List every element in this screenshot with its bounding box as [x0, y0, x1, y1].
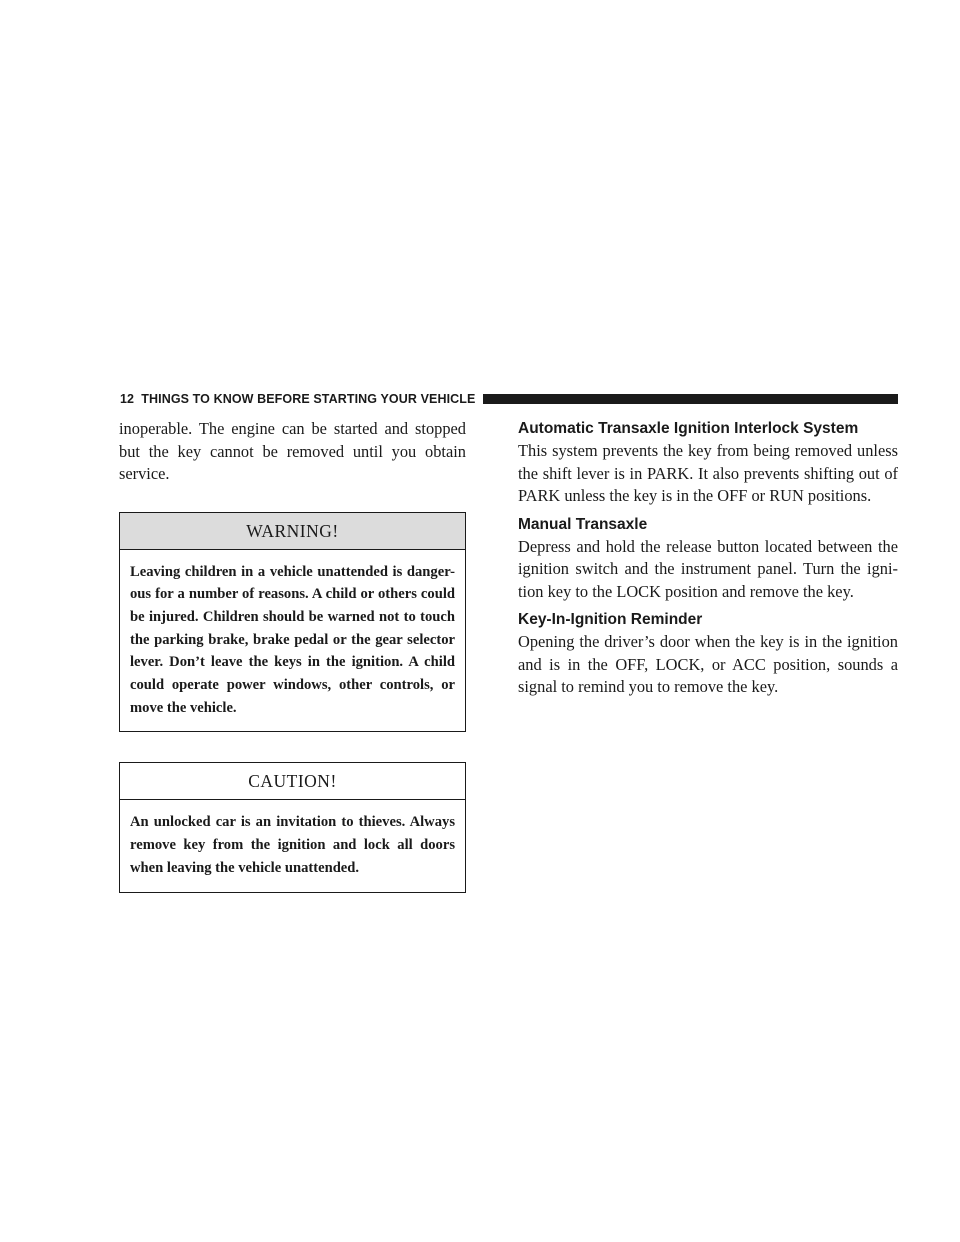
section-automatic-transaxle [518, 418, 898, 508]
section-key-reminder [518, 609, 898, 699]
section-manual-transaxle [518, 514, 898, 604]
warning-box [119, 512, 466, 733]
header-rule [483, 394, 898, 404]
section-heading: Manual Transaxle [518, 515, 648, 533]
section-heading: Key-In-Ignition Reminder [518, 611, 703, 628]
caution-box [119, 762, 466, 892]
section-heading: Automatic Transaxle Ignition Interlock System [518, 420, 859, 437]
section-text: Opening the driver’s door when the key is in the ignition and is in the OFF, LOCK, or ACC position, sounds a signal to remind you to remove the key. [518, 632, 898, 696]
chapter-title: THINGS TO KNOW BEFORE STARTING YOUR VEHICLE [141, 392, 476, 406]
intro-paragraph: inoperable. The engine can be started and stopped but the key cannot be removed until you obtain service. [119, 419, 466, 483]
right-column [518, 418, 898, 699]
warning-title: WARNING! [120, 513, 465, 550]
header-text [120, 392, 475, 406]
page-header [120, 391, 898, 407]
section-text: This system prevents the key from being removed unless the shift lever is in PARK. It also prevents shifting out of PARK unless the key is in the OFF or RUN positions. [518, 441, 898, 505]
section-text: Depress and hold the release button located between the ignition switch and the instrument panel. Turn the igni-tion key to the LOCK position and remove the key. [518, 536, 898, 601]
warning-text: Leaving children in a vehicle unattended is danger-ous for a number of reasons. A child or others could be injured. Children should be warned not to touch the parking brake, brake pedal or the gear selector lever. Don’t leave the keys in the ignition. A child could operate power windows, other controls, or move the vehicle. [130, 563, 455, 716]
left-column [119, 418, 466, 893]
caution-title: CAUTION! [120, 763, 465, 800]
caution-text: An unlocked car is an invitation to thieves. Always remove key from the ignition and lock all doors when leaving the vehicle unattended. [130, 814, 455, 876]
page-number: 12 [120, 392, 135, 406]
